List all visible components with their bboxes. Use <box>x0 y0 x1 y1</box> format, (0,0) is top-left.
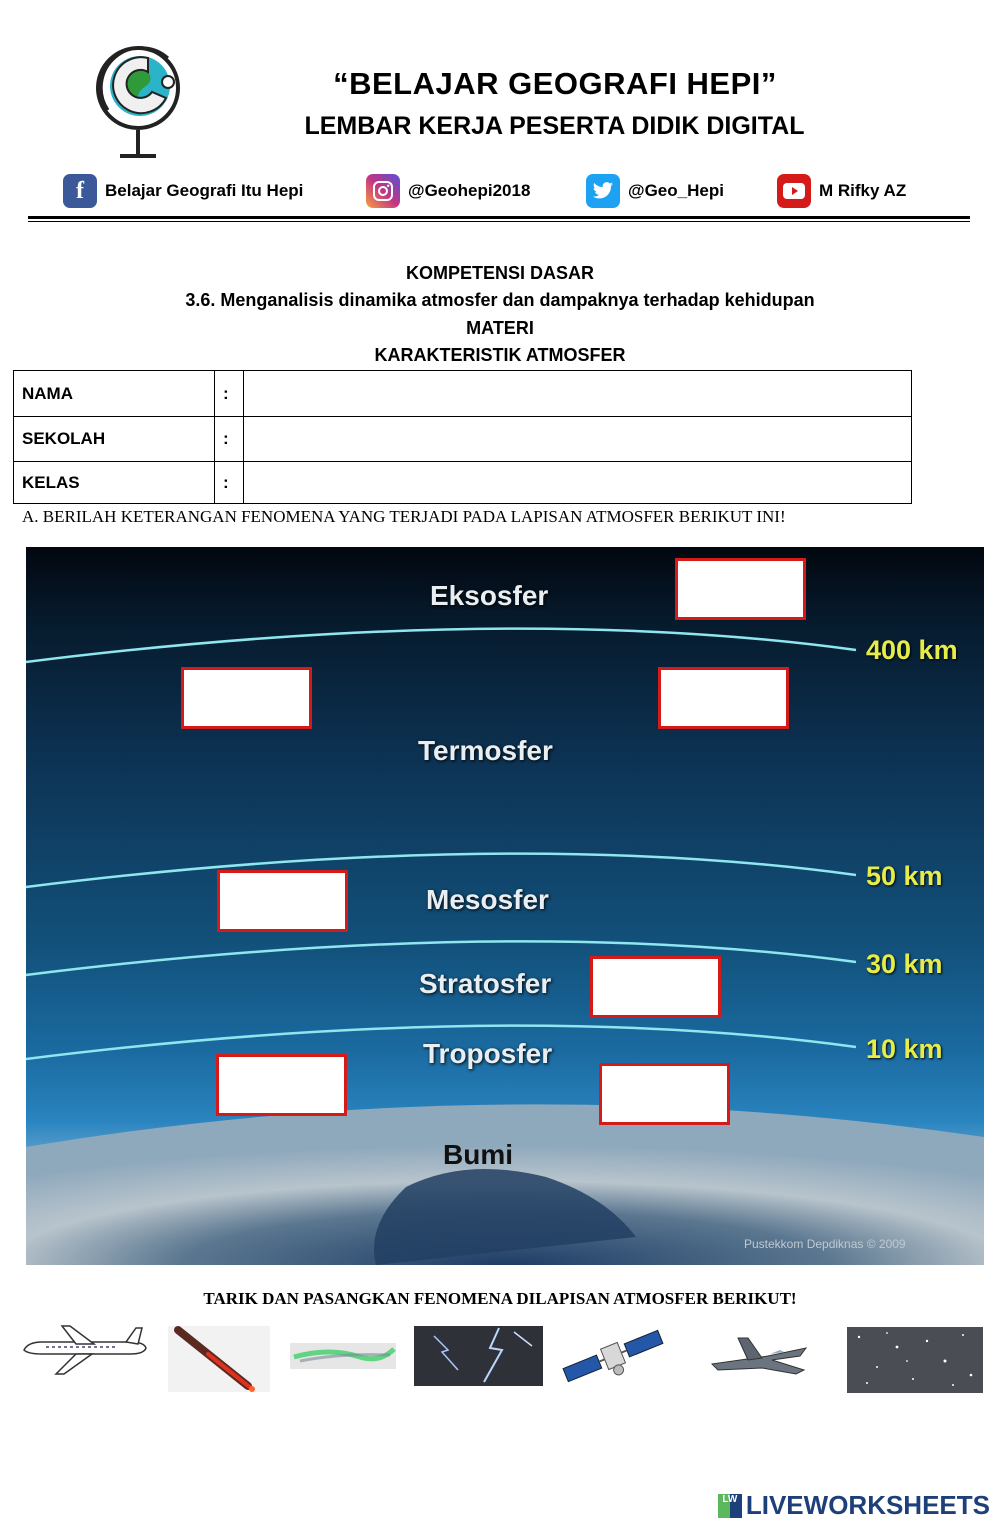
materi-heading: MATERI <box>466 318 534 338</box>
geografi-hepi-logo <box>88 38 188 160</box>
form-label: KELAS <box>14 462 215 504</box>
meteor-image[interactable] <box>168 1326 270 1392</box>
drop-box-eksosfer[interactable] <box>675 558 806 620</box>
header-divider <box>28 216 970 219</box>
nama-input[interactable] <box>244 371 912 417</box>
layer-label-eksosfer: Eksosfer <box>430 580 549 611</box>
fighter-jet-image[interactable] <box>708 1330 810 1382</box>
image-credit: Pustekkom Depdiknas © 2009 <box>744 1237 906 1251</box>
social-twitter <box>586 173 724 209</box>
facebook-icon: f <box>63 174 97 208</box>
social-instagram <box>366 173 530 209</box>
social-label: M Rifky AZ <box>819 181 907 200</box>
worksheet-subtitle: LEMBAR KERJA PESERTA DIDIK DIGITAL <box>304 112 805 140</box>
layer-label-troposfer: Troposfer <box>423 1038 553 1069</box>
form-row-nama <box>14 371 912 417</box>
form-label: NAMA <box>14 371 215 417</box>
drop-box-termosfer-right[interactable] <box>658 667 789 729</box>
social-facebook <box>63 173 303 209</box>
atmosphere-diagram <box>26 547 984 1265</box>
altitude-50km: 50 km <box>866 861 943 891</box>
altitude-400km: 400 km <box>866 635 958 665</box>
drop-box-troposfer-right[interactable] <box>599 1063 730 1125</box>
aurora-image[interactable] <box>290 1335 396 1375</box>
twitter-icon <box>586 174 620 208</box>
liveworksheets-label: LIVEWORKSHEETS <box>745 1490 990 1520</box>
form-row-sekolah <box>14 417 912 462</box>
social-label: Belajar Geografi Itu Hepi <box>105 181 304 200</box>
layer-label-bumi: Bumi <box>443 1139 513 1170</box>
liveworksheets-brand <box>718 1490 990 1521</box>
form-colon: : <box>215 371 244 417</box>
identity-form <box>13 370 912 504</box>
form-colon: : <box>215 462 244 504</box>
stars-image[interactable] <box>847 1327 983 1393</box>
form-label: SEKOLAH <box>14 417 215 462</box>
altitude-10km: 10 km <box>866 1034 943 1064</box>
drop-box-termosfer-left[interactable] <box>181 667 312 729</box>
drop-box-troposfer-left[interactable] <box>216 1054 347 1116</box>
drop-box-mesosfer[interactable] <box>217 870 348 932</box>
boundary-400km <box>26 629 856 662</box>
sekolah-input[interactable] <box>244 417 912 462</box>
instruction-a: A. BERILAH KETERANGAN FENOMENA YANG TERJADI PADA LAPISAN ATMOSFER BERIKUT INI! <box>22 507 786 526</box>
instruction-b: TARIK DAN PASANGKAN FENOMENA DILAPISAN ATMOSFER BERIKUT! <box>203 1289 797 1308</box>
kelas-input[interactable] <box>244 462 912 504</box>
social-label: @Geo_Hepi <box>628 181 724 200</box>
youtube-icon <box>777 174 811 208</box>
instagram-icon <box>366 174 400 208</box>
layer-label-mesosfer: Mesosfer <box>426 884 549 915</box>
social-youtube <box>777 173 906 209</box>
social-label: @Geohepi2018 <box>408 181 531 200</box>
layer-label-stratosfer: Stratosfer <box>419 968 552 999</box>
competency-text: 3.6. Menganalisis dinamika atmosfer dan dampaknya terhadap kehidupan <box>185 290 815 310</box>
form-row-kelas <box>14 462 912 504</box>
airplane-image[interactable] <box>18 1322 150 1378</box>
competency-heading: KOMPETENSI DASAR <box>405 263 594 283</box>
materi-title: KARAKTERISTIK ATMOSFER <box>374 345 626 365</box>
boundary-50km <box>26 854 856 887</box>
worksheet-title: “BELAJAR GEOGRAFI HEPI” <box>333 66 777 101</box>
liveworksheets-icon: LW <box>718 1494 742 1518</box>
altitude-30km: 30 km <box>866 949 943 979</box>
satellite-image[interactable] <box>560 1325 666 1387</box>
layer-label-termosfer: Termosfer <box>418 735 553 766</box>
form-colon: : <box>215 417 244 462</box>
lightning-image[interactable] <box>414 1326 543 1386</box>
drop-box-stratosfer[interactable] <box>590 956 721 1018</box>
header-divider-thin <box>28 221 970 222</box>
